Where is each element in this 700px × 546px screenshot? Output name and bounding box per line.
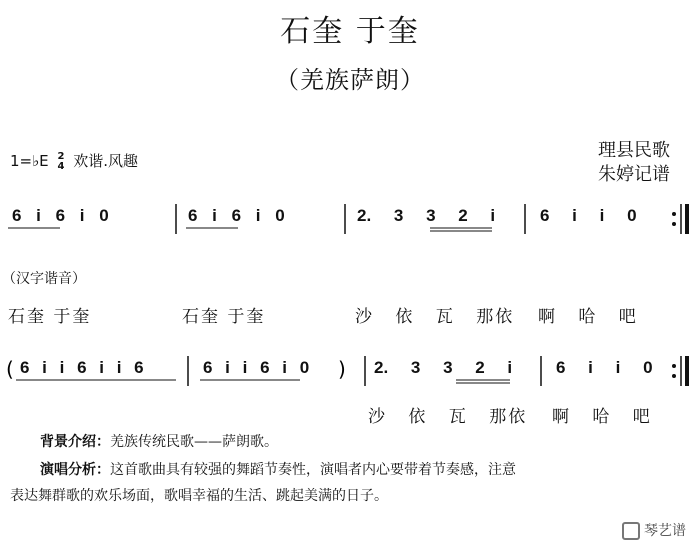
analysis-text-1: 这首歌曲具有较强的舞蹈节奏性，演唱者内心要带着节奏感，注意 [110, 462, 516, 478]
tempo-marking: 欢谐.风趣 [73, 152, 138, 170]
staff-1 [0, 200, 700, 260]
watermark-logo [622, 520, 686, 540]
key-pitch: 1=♭E [10, 152, 49, 170]
staff-1-lyric-4: 啊 哈 吧 [538, 307, 638, 327]
svg-text:(: ( [6, 357, 14, 381]
staff-1-measure-3: 2. 3 3 2 i [357, 206, 496, 225]
staff-2-measure-1: 6 i i 6 i i 6 [20, 358, 144, 377]
staff-2-lyric-2: 啊 哈 吧 [552, 407, 652, 427]
background-label: 背景介绍： [40, 434, 110, 450]
analysis-section [40, 458, 690, 482]
staff-1-measure-2: 6 i 6 i 0 [188, 206, 285, 225]
staff-2-measure-3: 2. 3 3 2 i [374, 358, 513, 377]
staff-1-lyric-1: 石奎 于奎 [8, 307, 92, 327]
notator-label: 朱婷记谱 [598, 164, 670, 185]
song-title: 石奎 于奎 [280, 14, 420, 49]
time-bottom: 4 [57, 160, 65, 172]
staff-2-measure-4: 6 i i 0 [556, 358, 653, 377]
time-top: 2 [57, 150, 65, 162]
time-signature [57, 152, 64, 172]
staff-2-measure-2: 6 i i 6 i 0 [203, 358, 310, 377]
watermark-text: 琴艺谱 [644, 523, 686, 539]
staff-1-lyric-2: 石奎 于奎 [182, 307, 266, 327]
lyric-guide: （汉字谐音） [2, 271, 86, 287]
key-signature-line [10, 150, 138, 172]
background-section [40, 430, 278, 454]
staff-1-lyric-3: 沙 依 瓦 那依 [355, 307, 515, 327]
source-label: 理县民歌 [598, 140, 670, 161]
staff-2-lyric-1: 沙 依 瓦 那依 [368, 407, 528, 427]
analysis-label: 演唱分析： [40, 462, 110, 478]
background-text: 羌族传统民歌——萨朗歌。 [110, 434, 278, 450]
logo-icon [622, 522, 640, 540]
analysis-text-2: 表达舞群歌的欢乐场面，歌唱幸福的生活、跳起美满的日子。 [10, 488, 388, 504]
svg-text:): ) [338, 357, 346, 381]
staff-1-measure-4: 6 i i 0 [540, 206, 637, 225]
staff-1-measure-1: 6 i 6 i 0 [12, 206, 109, 225]
song-subtitle: （羌族萨朗） [275, 66, 425, 94]
